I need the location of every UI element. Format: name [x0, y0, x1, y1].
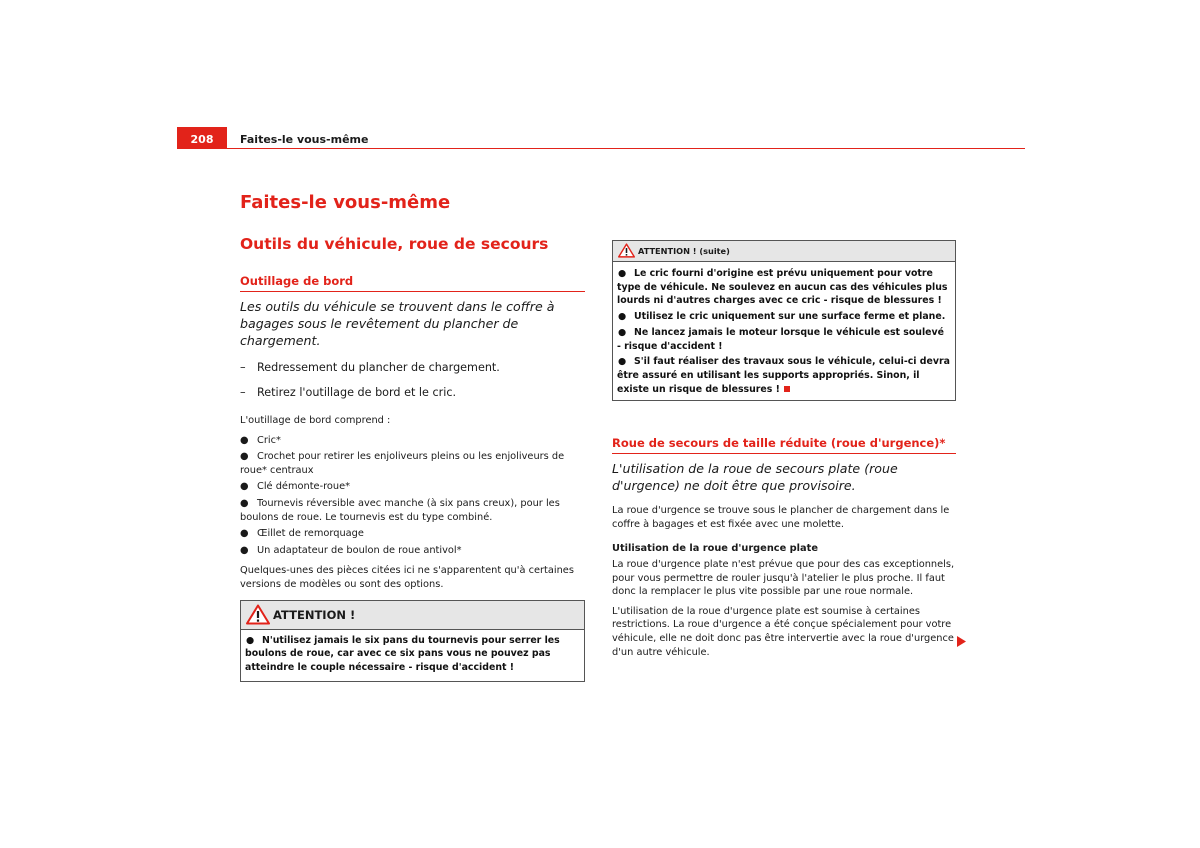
- right-column: [612, 240, 956, 659]
- list-item: [240, 497, 585, 524]
- warning-title: ATTENTION ! (suite): [638, 246, 730, 256]
- left-column: [240, 190, 585, 682]
- page-header: [177, 127, 1025, 149]
- warning-item-text: S'il faut réaliser des travaux sous le véhicule, celui-ci devra être assuré en utilisant les supports appropriés. Sinon, il existe un risque de blessures !: [617, 356, 950, 395]
- subsection-title-roue: Roue de secours de taille réduite (roue d'urgence)*: [612, 435, 956, 454]
- list-item-text: Cric*: [257, 434, 281, 446]
- page-number: 208: [177, 127, 227, 149]
- subsection-title-outillage: Outillage de bord: [240, 273, 585, 292]
- red-square-icon: [784, 386, 790, 392]
- warning-item: [617, 310, 951, 324]
- warning-item-text: Utilisez le cric uniquement sur une surface ferme et plane.: [634, 311, 946, 323]
- bullet-icon: ●: [240, 497, 249, 509]
- tools-list: [240, 434, 585, 558]
- list-item: [240, 527, 585, 541]
- warning-title: ATTENTION !: [273, 607, 356, 622]
- list-item: [240, 480, 585, 494]
- warning-item-text: Le cric fourni d'origine est prévu uniquement pour votre type de véhicule. Ne soulevez en aucun cas des véhicules plus lourds ni d'autres charges avec ce cric - risque de blessures !: [617, 268, 948, 307]
- list-item-text: Crochet pour retirer les enjoliveurs pleins ou les enjoliveurs de roue* centraux: [240, 451, 565, 476]
- list-item-text: Tournevis réversible avec manche (à six pans creux), pour les boulons de roue. Le tournevis est du type combiné.: [240, 497, 560, 523]
- bullet-icon: ●: [240, 528, 249, 540]
- warning-triangle-icon: [618, 243, 635, 258]
- bullet-icon: ●: [240, 544, 249, 556]
- warning-item: [617, 355, 951, 396]
- list-item: [240, 544, 585, 558]
- list-item-text: Un adaptateur de boulon de roue antivol*: [257, 544, 462, 556]
- warning-box: [240, 600, 585, 682]
- warning-body: [241, 630, 584, 681]
- section-title: Outils du véhicule, roue de secours: [240, 235, 549, 253]
- warning-item-text: Ne lancez jamais le moteur lorsque le véhicule est soulevé - risque d'accident !: [617, 326, 945, 352]
- paragraph: La roue d'urgence plate n'est prévue que pour des cas exceptionnels, pour vous permettre de rouler jusqu'à l'atelier le plus proche. Il faut donc la remplacer le plus vite possible par une roue normale.: [612, 559, 955, 598]
- step-item: [240, 385, 585, 401]
- step-item: [240, 360, 585, 376]
- subheading: Utilisation de la roue d'urgence plate: [612, 542, 818, 554]
- warning-item: [245, 634, 580, 675]
- paragraph: La roue d'urgence se trouve sous le plancher de chargement dans le coffre à bagages et est fixée avec une molette.: [612, 505, 950, 530]
- warning-box-continued: [612, 240, 956, 401]
- header-rule: [227, 148, 1025, 149]
- bullet-icon: ●: [240, 481, 249, 493]
- bullet-icon: ●: [618, 326, 627, 338]
- step-text: Redressement du plancher de chargement.: [257, 361, 500, 374]
- dash-marker: –: [240, 361, 246, 374]
- bullet-icon: ●: [618, 356, 627, 368]
- bullet-icon: ●: [618, 311, 627, 323]
- note-text: Quelques-unes des pièces citées ici ne s'apparentent qu'à certaines versions de modèles ou sont des options.: [240, 565, 574, 590]
- warning-header: [613, 241, 955, 262]
- warning-item: [617, 326, 951, 353]
- warning-body: [613, 262, 955, 400]
- list-item: [240, 450, 585, 477]
- warning-triangle-icon: [246, 604, 270, 625]
- warning-header: [241, 601, 584, 630]
- intro-text: Les outils du véhicule se trouvent dans le coffre à bagages sous le revêtement du plancher de chargement.: [240, 299, 555, 348]
- bullet-icon: ●: [240, 434, 249, 446]
- chapter-title: Faites-le vous-même: [240, 192, 451, 213]
- intro-text: L'utilisation de la roue de secours plate (roue d'urgence) ne doit être que provisoire.: [612, 461, 898, 494]
- paragraph: L'utilisation de la roue d'urgence plate est soumise à certaines restrictions. La roue d'urgence a été conçue spécialement pour votre véhicule, elle ne doit donc pas être intervertie avec la roue d'urgence d'un autre véhicule.: [612, 605, 954, 658]
- list-item-text: Clé démonte-roue*: [257, 481, 351, 493]
- step-text: Retirez l'outillage de bord et le cric.: [257, 386, 457, 399]
- list-item-text: Œillet de remorquage: [257, 528, 364, 540]
- running-title: Faites-le vous-même: [240, 133, 369, 146]
- list-item: [240, 434, 585, 448]
- bullet-icon: ●: [246, 634, 255, 646]
- dash-marker: –: [240, 386, 246, 399]
- warning-item-text: N'utilisez jamais le six pans du tournevis pour serrer les boulons de roue, car avec ce six pans vous ne pouvez pas atteindre le couple nécessaire - risque d'accident !: [245, 634, 560, 673]
- bullet-icon: ●: [618, 268, 627, 279]
- bullet-icon: ●: [240, 451, 249, 463]
- tools-intro: L'outillage de bord comprend :: [240, 415, 391, 426]
- red-arrow-right-icon: [957, 636, 966, 647]
- warning-item: [617, 267, 951, 308]
